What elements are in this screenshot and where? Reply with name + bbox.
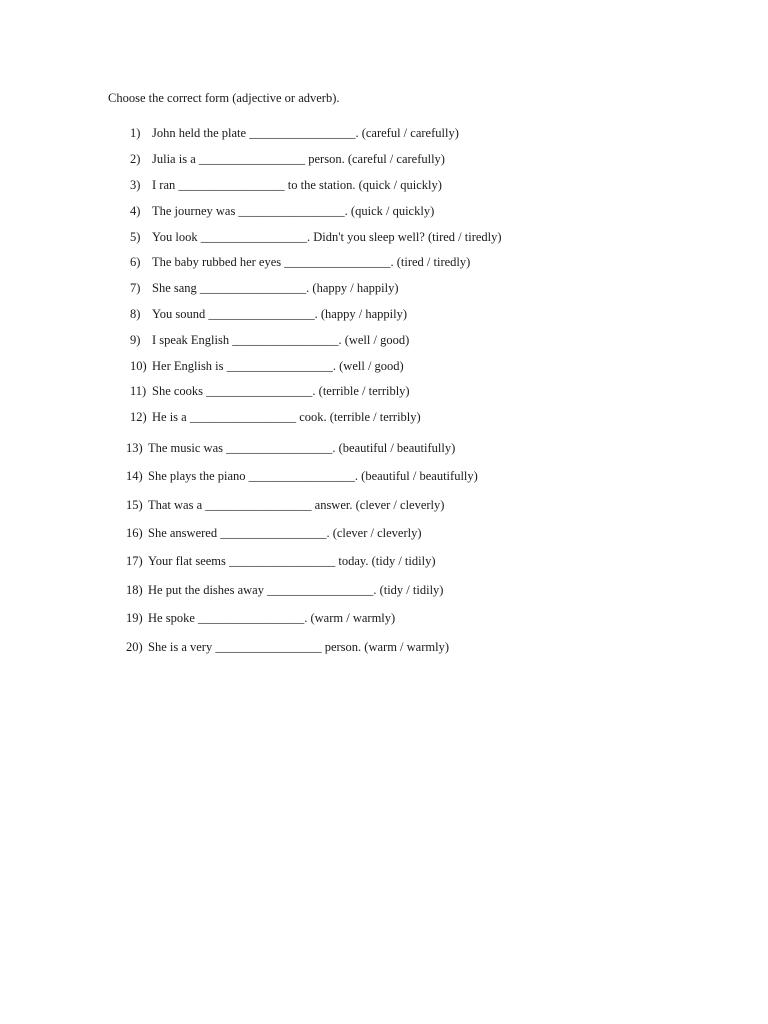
item-sentence: That was a _________________ answer. (clever / cleverly) [148,498,445,512]
item-number: 8) [130,307,141,321]
item-number: 1) [130,126,141,140]
instruction-text: Choose the correct form (adjective or adverb). [108,91,340,105]
item-sentence: He is a _________________ cook. (terrible / terribly) [152,410,421,424]
item-sentence: She sang _________________. (happy / happily) [152,281,399,295]
exercise-item-16 [126,525,422,541]
item-sentence: Julia is a _________________ person. (careful / carefully) [152,152,445,166]
item-number: 13) [126,441,143,455]
item-sentence: He put the dishes away _________________. (tidy / tidily) [148,583,444,597]
exercise-item-17 [126,553,436,569]
item-number: 19) [126,611,143,625]
item-sentence: You sound _________________. (happy / happily) [152,307,407,321]
item-sentence: The baby rubbed her eyes _________________. (tired / tiredly) [152,255,471,269]
item-sentence: The music was _________________. (beautiful / beautifully) [148,441,456,455]
exercise-item-5 [130,229,502,245]
item-number: 9) [130,333,141,347]
item-sentence: Her English is _________________. (well / good) [152,359,404,373]
item-sentence: The journey was _________________. (quick / quickly) [152,204,435,218]
item-number: 2) [130,152,141,166]
exercise-item-13 [126,440,455,456]
exercise-item-4 [130,203,434,219]
exercise-item-10 [130,358,404,374]
exercise-item-14 [126,468,478,484]
item-number: 4) [130,204,141,218]
item-number: 17) [126,554,143,568]
exercise-item-11 [130,383,410,399]
item-number: 11) [130,384,147,398]
exercise-item-2 [130,151,445,167]
exercise-item-18 [126,582,443,598]
item-number: 3) [130,178,141,192]
item-sentence: She is a very _________________ person. (warm / warmly) [148,640,449,654]
exercise-item-1 [130,125,459,141]
item-sentence: John held the plate _________________. (careful / carefully) [152,126,459,140]
exercise-item-7 [130,280,399,296]
exercise-item-15 [126,497,444,513]
item-number: 6) [130,255,141,269]
item-number: 7) [130,281,141,295]
exercise-item-20 [126,639,449,655]
exercise-item-3 [130,177,442,193]
item-sentence: You look _________________. Didn't you sleep well? (tired / tiredly) [152,230,502,244]
item-number: 16) [126,526,143,540]
exercise-item-8 [130,306,407,322]
item-number: 20) [126,640,143,654]
exercise-item-19 [126,610,395,626]
item-number: 5) [130,230,141,244]
item-number: 12) [130,410,147,424]
item-number: 18) [126,583,143,597]
item-number: 15) [126,498,143,512]
item-sentence: He spoke _________________. (warm / warmly) [148,611,396,625]
item-number: 14) [126,469,143,483]
exercise-item-6 [130,254,470,270]
exercise-item-12 [130,409,421,425]
item-sentence: I ran _________________ to the station. (quick / quickly) [152,178,442,192]
item-sentence: She plays the piano _________________. (beautiful / beautifully) [148,469,478,483]
item-sentence: I speak English _________________. (well / good) [152,333,410,347]
item-number: 10) [130,359,147,373]
exercise-item-9 [130,332,409,348]
item-sentence: She answered _________________. (clever / cleverly) [148,526,422,540]
item-sentence: Your flat seems _________________ today. (tidy / tidily) [148,554,436,568]
item-sentence: She cooks _________________. (terrible / terribly) [152,384,410,398]
